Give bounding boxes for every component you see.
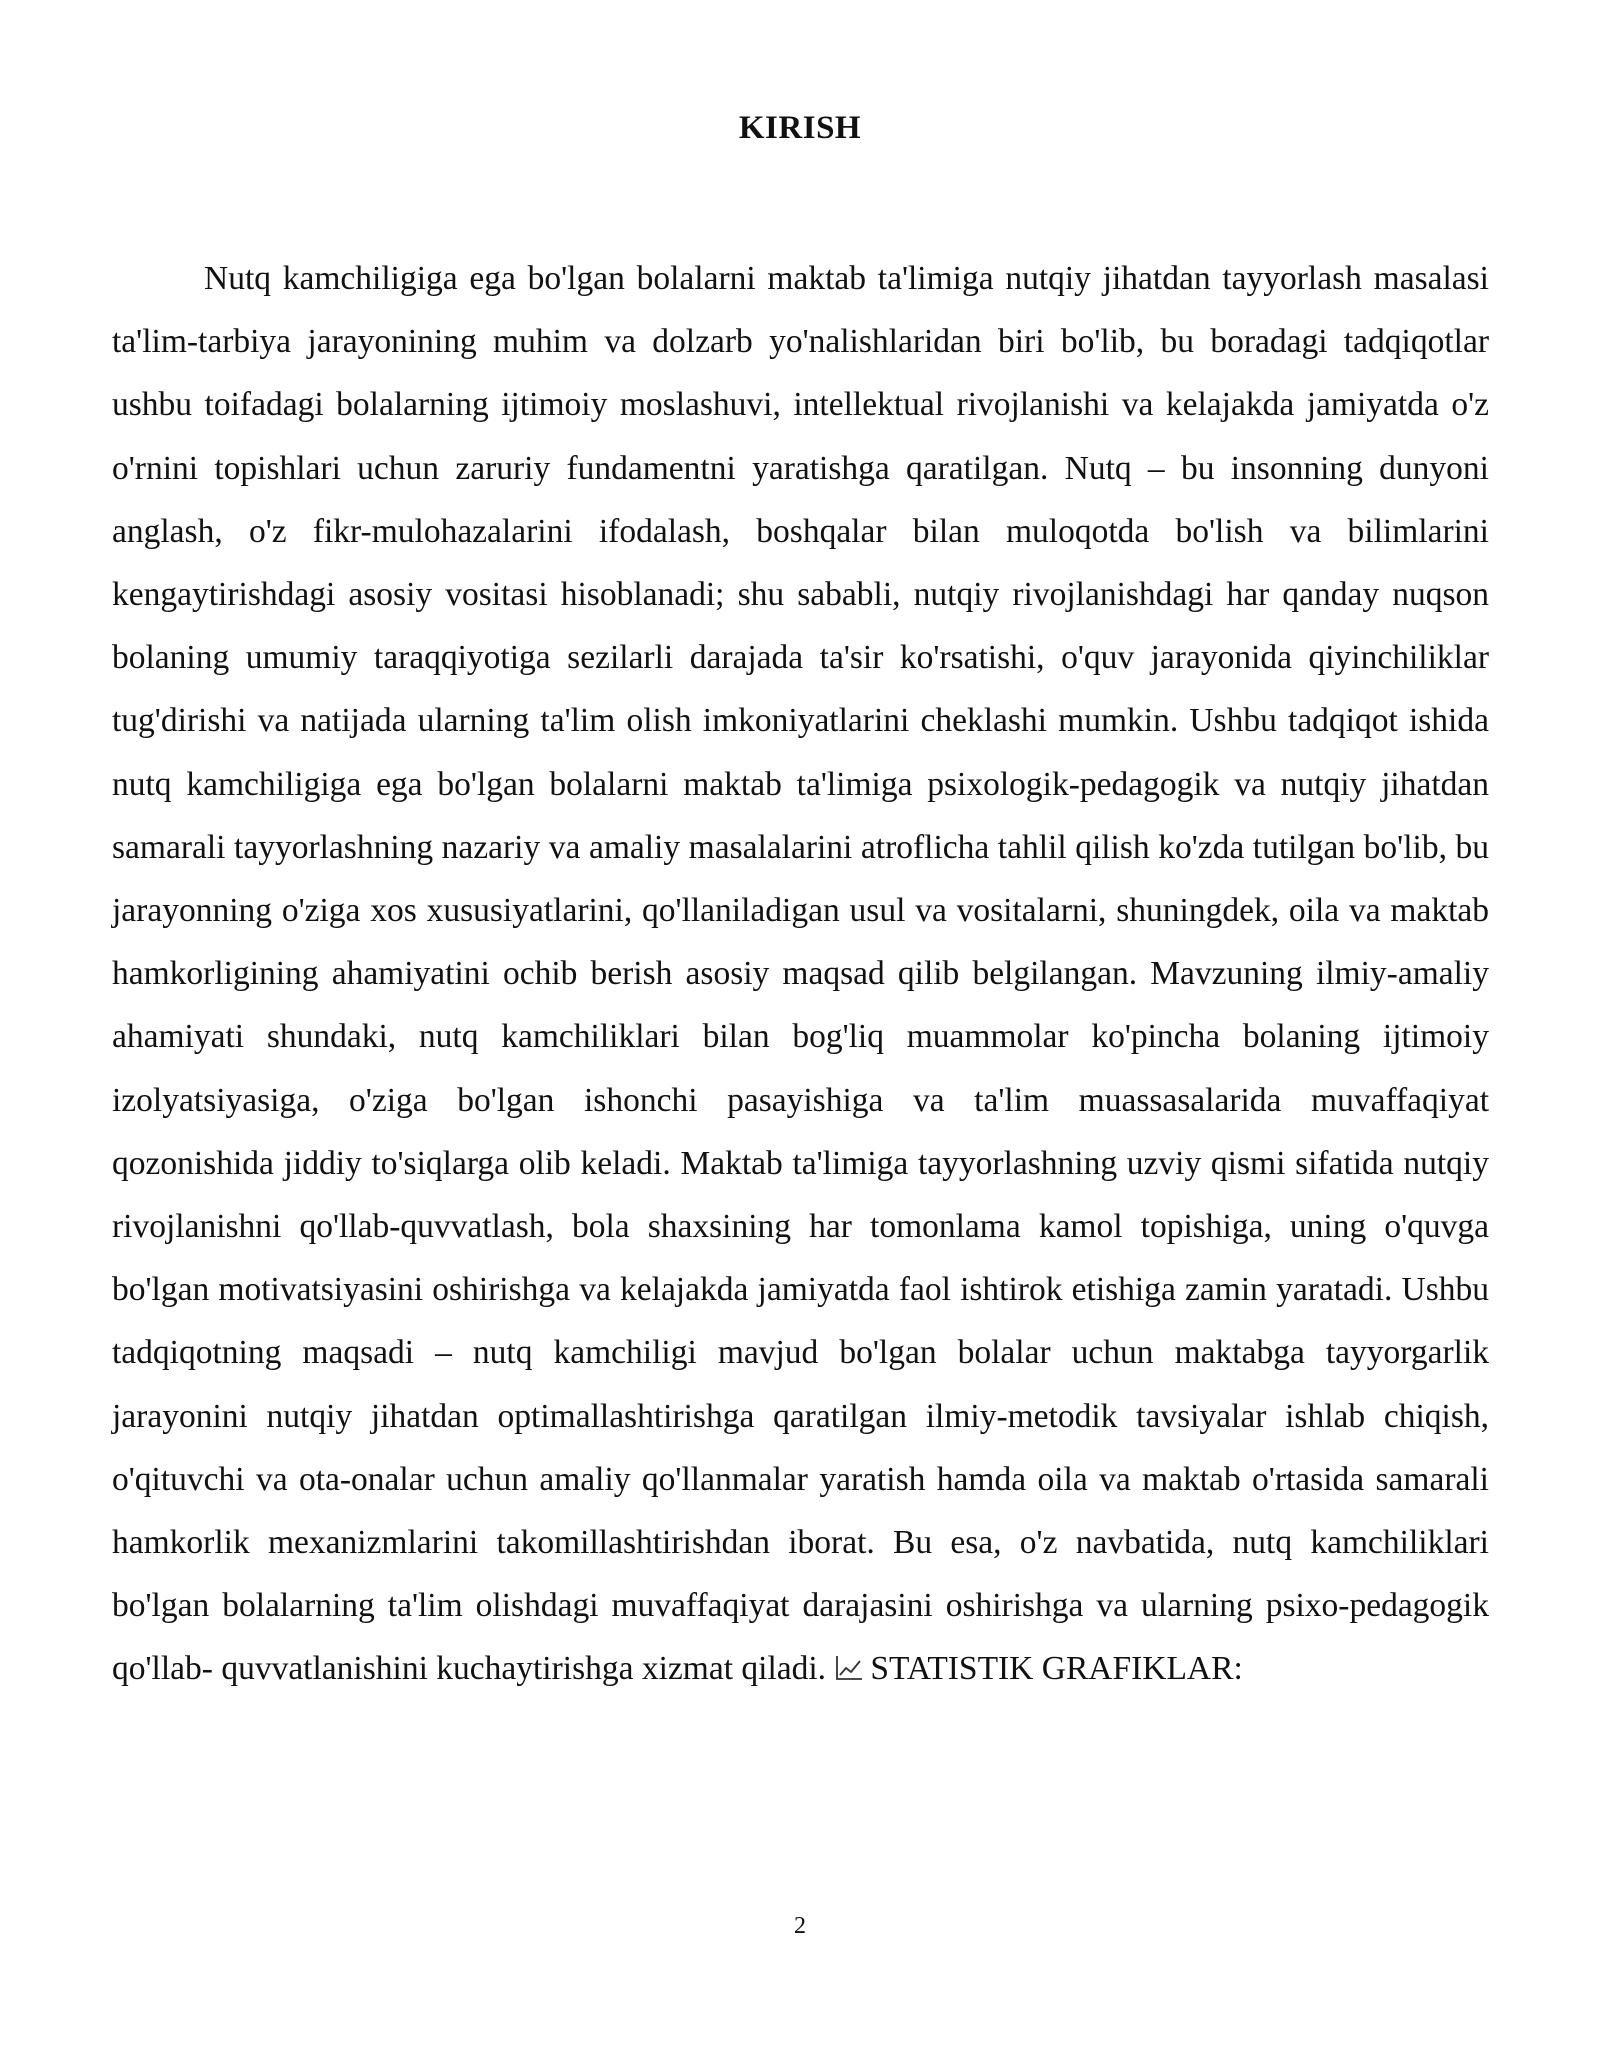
chart-increasing-icon <box>834 1654 864 1682</box>
page-heading: KIRISH <box>738 110 862 146</box>
body-paragraph <box>112 247 1489 1701</box>
section-label: STATISTIK GRAFIKLAR: <box>870 1650 1243 1688</box>
page-number: 2 <box>794 1913 806 1939</box>
paragraph-last-line: quvvatlanishini kuchaytirishga xizmat qiladi. <box>221 1650 827 1688</box>
paragraph-tail <box>221 1650 1242 1687</box>
paragraph-text: Nutq kamchiligiga ega bo'lgan bolalarni maktab ta'limiga nutqiy jihatdan tayyorlash masalasi ta'lim-tarbiya jarayonining muhim va dolzarb yo'nalishlaridan biri bo'lib, bu boradagi tadqiqotlar ushbu toifadagi bolalarning ijtimoiy moslashuvi, intellektual rivojlanishi va kelajakda jamiyatda o'z o'rnini topishlari uchun zaruriy fundamentni yaratishga qaratilgan. Nutq – bu insonning dunyoni anglash, o'z fikr-mulohazalarini ifodalash, boshqalar bilan muloqotda bo'lish va bilimlarini kengaytirishdagi asosiy vositasi hisoblanadi; shu sababli, nutqiy rivojlanishdagi har qanday nuqson bolaning umumiy taraqqiyotiga sezilarli darajada ta'sir ko'rsatishi, o'quv jarayonida qiyinchiliklar tug'dirishi va natijada ularning ta'lim olish imkoniyatlarini cheklashi mumkin. Ushbu tadqiqot ishida nutq kamchiligiga ega bo'lgan bolalarni maktab ta'limiga psixologik-pedagogik va nutqiy jihatdan samarali tayyorlashning nazariy va amaliy masalalarini atroflicha tahlil qilish ko'zda tutilgan bo'lib, bu jarayonning o'ziga xos xususiyatlarini, qo'llaniladigan usul va vositalarni, shuningdek, oila va maktab hamkorligining ahamiyatini ochib berish asosiy maqsad qilib belgilangan. Mavzuning ilmiy-amaliy ahamiyati shundaki, nutq kamchiliklari bilan bog'liq muammolar ko'pincha bolaning ijtimoiy izolyatsiyasiga, o'ziga bo'lgan ishonchi pasayishiga va ta'lim muassasalarida muvaffaqiyat qozonishida jiddiy to'siqlarga olib keladi. Maktab ta'limiga tayyorlashning uzviy qismi sifatida nutqiy rivojlanishni qo'llab-quvvatlash, bola shaxsining har tomonlama kamol topishiga, uning o'quvga bo'lgan motivatsiyasini oshirishga va kelajakda jamiyatda faol ishtirok etishiga zamin yaratadi. Ushbu tadqiqotning maqsadi – nutq kamchiligi mavjud bo'lgan bolalar uchun maktabga tayyorgarlik jarayonini nutqiy jihatdan optimallashtirishga qaratilgan ilmiy-metodik tavsiyalar ishlab chiqish, o'qituvchi va ota-onalar uchun amaliy qo'llanmalar yaratish hamda oila va maktab o'rtasida samarali hamkorlik mexanizmlarini takomillashtirishdan iborat. Bu esa, o'z navbatida, nutq kamchiliklari bo'lgan bolalarning ta'lim olishdagi muvaffaqiyat darajasini oshirishga va ularning psixo-pedagogik qo'llab- <box>112 260 1489 1688</box>
